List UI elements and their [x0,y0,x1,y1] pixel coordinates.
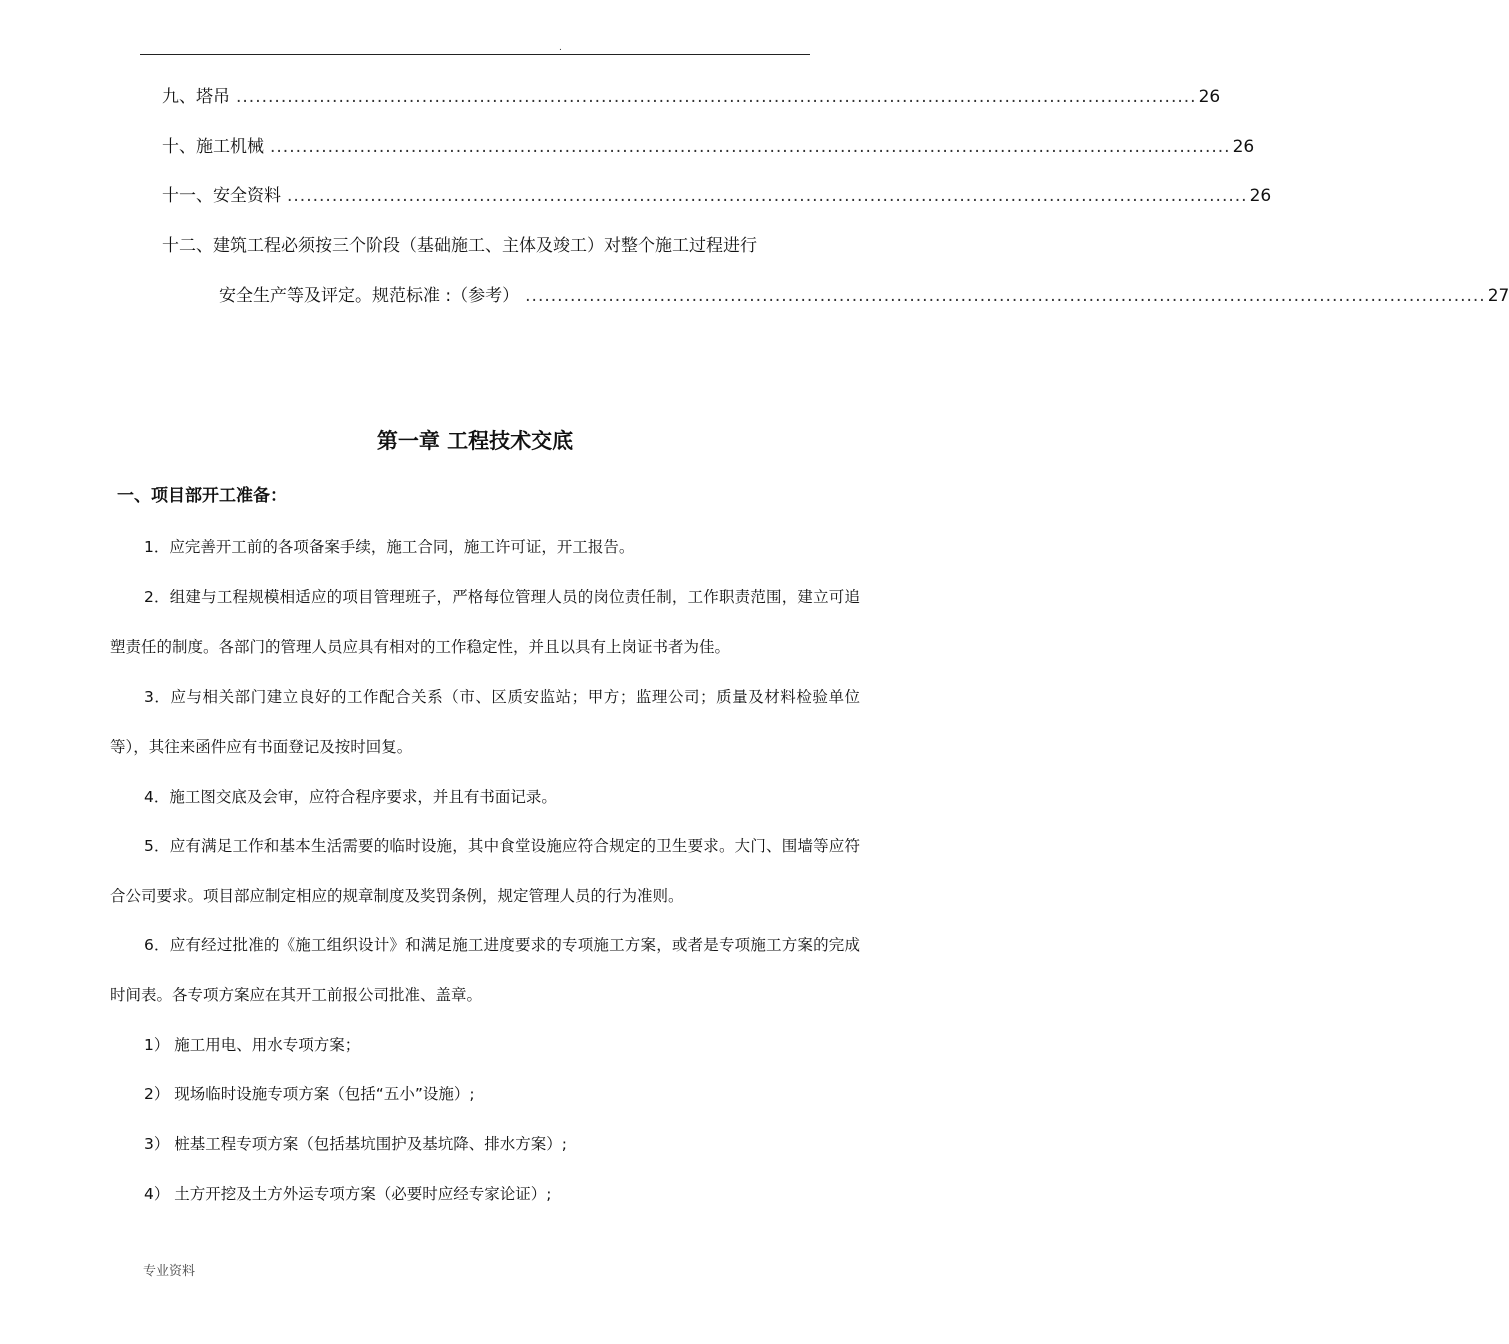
toc-entry-line1[interactable] [162,235,757,257]
list-item: 2） 现场临时设施专项方案（包括“五小”设施）; [144,1085,475,1103]
toc-page-number: 26 [1198,87,1221,107]
toc-leader-dots: ...................................................................................................................................................... [525,286,1486,306]
toc-page-number: 26 [1249,186,1272,206]
toc-label: 十、施工机械 [162,137,264,157]
toc-entry-line2[interactable] [219,285,1509,307]
list-item: 1） 施工用电、用水专项方案； [144,1036,361,1054]
toc-entry[interactable] [162,136,1255,158]
toc-page-number: 27 [1487,286,1509,306]
paragraph: 3．应与相关部门建立良好的工作配合关系（市、区质安监站；甲方；监理公司；质量及材料检验单位等），其往来函件应有书面登记及按时回复。 [110,688,860,756]
list-item: 4） 土方开挖及土方外运专项方案（必要时应经专家论证）; [144,1185,552,1203]
list-item: 3） 桩基工程专项方案（包括基坑围护及基坑降、排水方案）; [144,1135,568,1153]
chapter-title: 第一章 工程技术交底 [376,429,574,453]
toc-label: 安全生产等及评定。规范标准 :（参考） [219,286,520,306]
toc-label: 十一、安全资料 [162,186,281,206]
toc-label: 九、塔吊 [162,87,230,107]
header-rule [140,54,810,55]
paragraph: 4．施工图交底及会审，应符合程序要求，并且有书面记录。 [144,788,557,806]
paragraph: 1．应完善开工前的各项备案手续，施工合同，施工许可证，开工报告。 [144,538,635,556]
toc-entry[interactable] [162,86,1221,108]
header-mark: . [559,43,562,53]
toc-leader-dots: ...................................................................................................................................................... [287,186,1248,206]
toc-page-number: 26 [1232,137,1255,157]
toc-leader-dots: ...................................................................................................................................................... [236,87,1197,107]
toc-entry[interactable] [162,185,1272,207]
paragraph: 2．组建与工程规模相适应的项目管理班子，严格每位管理人员的岗位责任制，工作职责范围，建立可追塑责任的制度。各部门的管理人员应具有相对的工作稳定性，并且以具有上岗证书者为佳。 [110,588,860,656]
paragraph: 6．应有经过批准的《施工组织设计》和满足施工进度要求的专项施工方案，或者是专项施工方案的完成时间表。各专项方案应在其开工前报公司批准、盖章。 [110,936,860,1004]
toc-leader-dots: ...................................................................................................................................................... [270,137,1231,157]
paragraph: 5．应有满足工作和基本生活需要的临时设施，其中食堂设施应符合规定的卫生要求。大门、围墙等应符合公司要求。项目部应制定相应的规章制度及奖罚条例，规定管理人员的行为准则。 [110,837,860,905]
toc-label: 十二、建筑工程必须按三个阶段（基础施工、主体及竣工）对整个施工过程进行 [162,236,757,256]
footer-label: 专业资料 [143,1264,196,1279]
section-heading: 一、项目部开工准备： [117,486,287,506]
